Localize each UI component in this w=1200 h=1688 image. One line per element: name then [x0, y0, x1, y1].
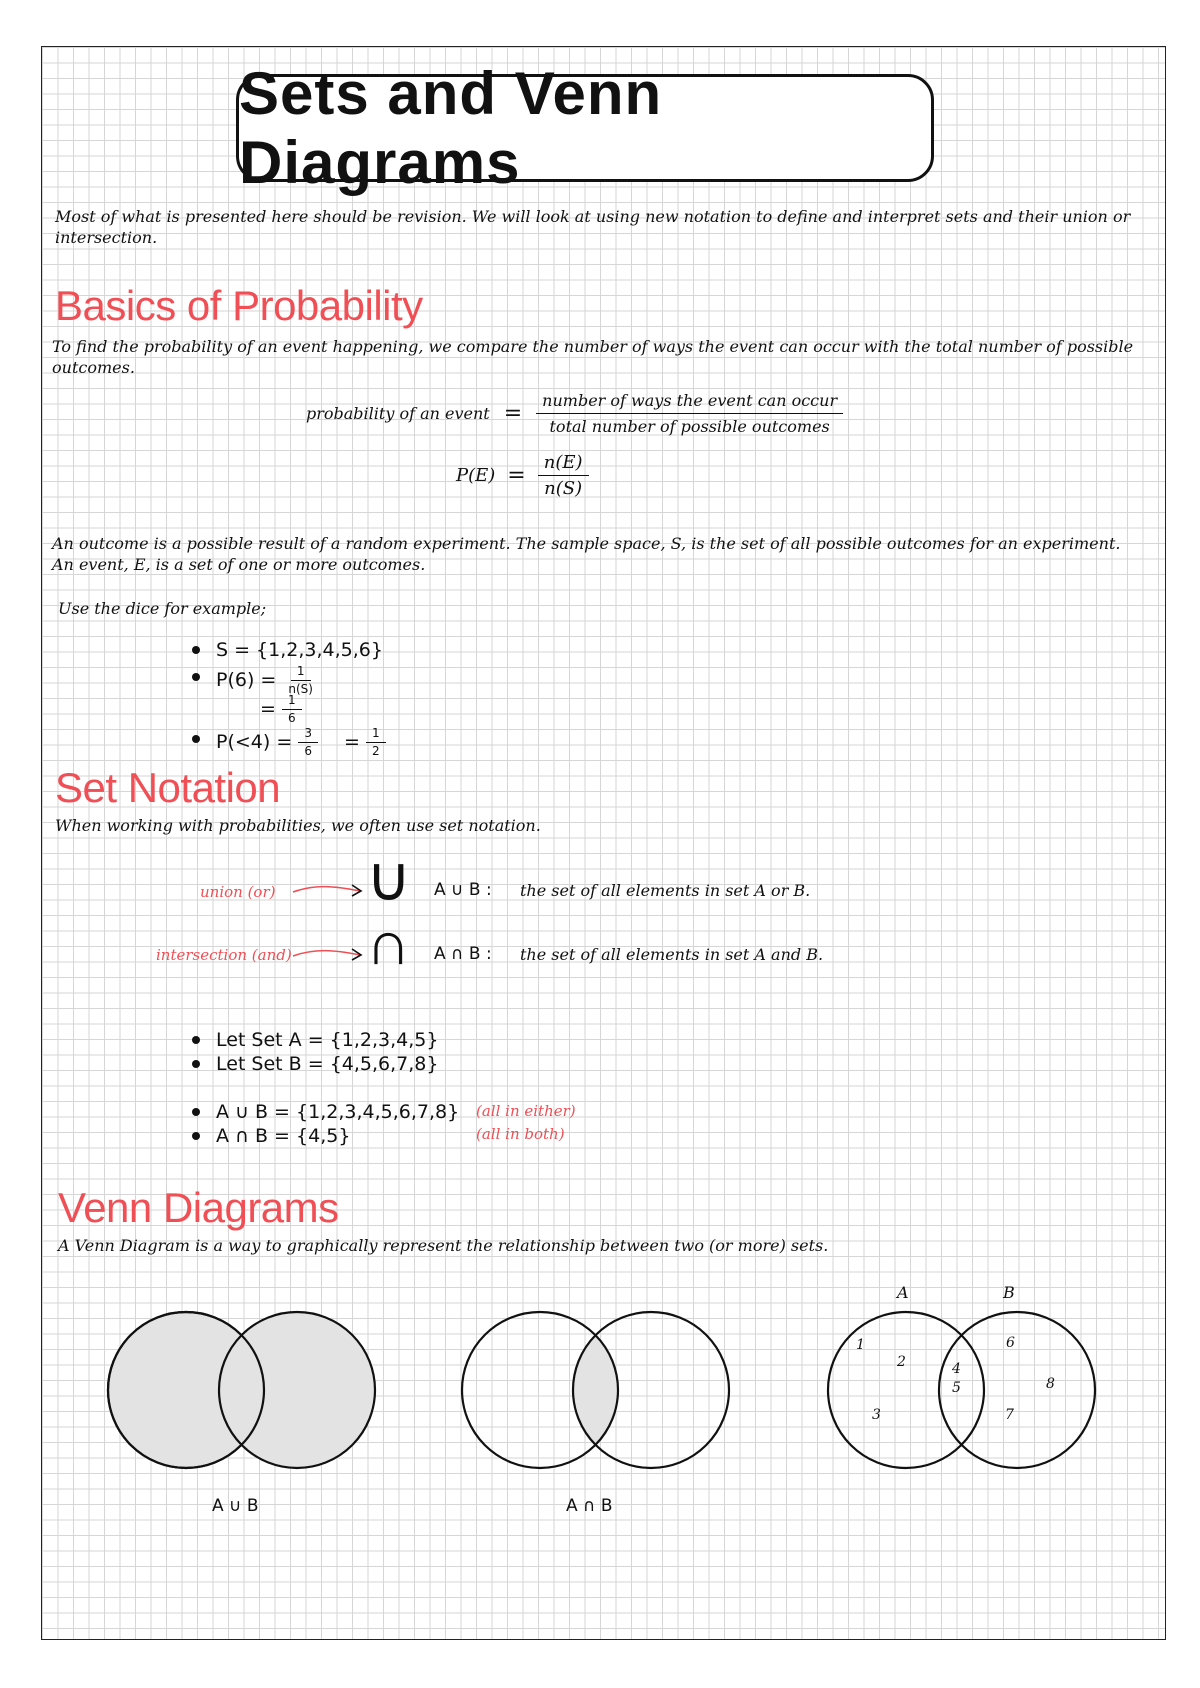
venn-element: 6: [1006, 1335, 1015, 1351]
venn-intersection-caption: A ∩ B: [566, 1496, 613, 1516]
plt4-fraction-2: [366, 727, 386, 758]
plt4-fraction: [298, 727, 318, 758]
intersection-arrow-icon: [290, 944, 365, 966]
set-definitions-list: [190, 1028, 438, 1076]
p6-fraction-2: [282, 694, 302, 725]
p6-numerator: 1: [291, 665, 311, 681]
intersection-symbol: ∩: [366, 906, 411, 979]
pe-formula: [456, 452, 589, 499]
pe-denominator: n(S): [544, 478, 583, 499]
set-b-definition: Let Set B = {4,5,6,7,8}: [216, 1053, 439, 1075]
venn-element: 4: [952, 1361, 961, 1377]
p6-numerator-2: 1: [282, 694, 302, 710]
sample-space-expr: S = {1,2,3,4,5,6}: [216, 639, 383, 661]
plt4-eq: =: [344, 731, 360, 753]
venn-intro-text: A Venn Diagram is a way to graphically represent the relationship between two (or more) sets.: [58, 1236, 829, 1255]
union-note: (all in either): [476, 1102, 576, 1120]
pe-numerator: n(E): [538, 452, 589, 476]
venn-elements-set-b: [939, 1312, 1095, 1468]
venn-element: 8: [1046, 1376, 1055, 1392]
dice-example-list: [190, 638, 386, 758]
venn-elements-diagram: [820, 1296, 1120, 1482]
intersection-description: the set of all elements in set A and B.: [520, 945, 824, 964]
venn-union-caption: A ∪ B: [212, 1496, 259, 1516]
list-item: [190, 694, 386, 725]
venn-union-diagram: [100, 1300, 390, 1480]
plt4-denominator-2: 2: [371, 744, 380, 758]
union-result: A ∪ B = {1,2,3,4,5,6,7,8}: [216, 1101, 460, 1123]
plt4-numerator: 3: [298, 727, 318, 743]
venn-label-a: A: [897, 1283, 909, 1302]
p6-denominator: n(S): [288, 682, 313, 696]
venn-element: 7: [1005, 1407, 1014, 1423]
set-results-list: [190, 1100, 459, 1148]
p6-fraction: [282, 665, 319, 696]
venn-intersection-diagram: [454, 1300, 744, 1480]
union-expr: A ∪ B :: [434, 880, 492, 900]
list-item: [190, 665, 386, 696]
list-item: [190, 727, 386, 758]
example-intro: Use the dice for example;: [58, 599, 267, 618]
page-title: Sets and Venn Diagrams: [239, 60, 663, 196]
intersection-label: intersection (and): [156, 946, 292, 964]
list-item: [190, 1028, 438, 1052]
heading-set-notation: Set Notation: [55, 764, 281, 811]
heading-basics-of-probability: Basics of Probability: [55, 282, 423, 329]
venn-label-b: B: [1003, 1283, 1015, 1302]
pe-fraction: [538, 452, 589, 499]
list-item: [190, 1124, 459, 1148]
union-description: the set of all elements in set A or B.: [520, 881, 811, 900]
intro-paragraph: Most of what is presented here should be revision. We will look at using new notation to define and interpret sets and their union or intersection.: [55, 207, 1131, 247]
set-a-definition: Let Set A = {1,2,3,4,5}: [216, 1029, 439, 1051]
formula-equals: =: [503, 401, 523, 426]
list-item: [190, 638, 386, 662]
list-item: [190, 1100, 459, 1124]
p6-lhs: P(6) =: [216, 669, 277, 691]
intersection-result: A ∩ B = {4,5}: [216, 1125, 351, 1147]
probability-formula: [306, 390, 843, 437]
formula-lhs: probability of an event: [306, 404, 490, 423]
pe-equals: =: [507, 463, 526, 488]
union-symbol: ∪: [366, 842, 412, 915]
p6-denominator-2: 6: [287, 711, 296, 725]
set-notation-text: When working with probabilities, we often use set notation.: [55, 816, 541, 835]
list-item: [190, 1052, 438, 1076]
formula-numerator: number of ways the event can occur: [536, 390, 843, 414]
intersection-expr: A ∩ B :: [434, 944, 492, 964]
plt4-numerator-2: 1: [366, 727, 386, 743]
p6-eq2: =: [260, 698, 276, 720]
venn-element: 5: [952, 1380, 961, 1396]
outcome-paragraph: An outcome is a possible result of a random experiment. The sample space, S, is the set of all possible outcomes for an experiment. An event, E, is a set of one or more outcomes.: [52, 534, 1121, 574]
venn-element: 3: [872, 1407, 881, 1423]
pe-lhs: P(E): [456, 465, 496, 486]
formula-denominator: total number of possible outcomes: [549, 417, 830, 436]
intersection-note: (all in both): [476, 1125, 565, 1143]
plt4-lhs: P(<4) =: [216, 731, 293, 753]
probability-intro-text: To find the probability of an event happening, we compare the number of ways the event can occur with the total number of possible outcomes.: [52, 337, 1134, 377]
union-arrow-icon: [290, 880, 365, 902]
venn-element: 2: [897, 1354, 906, 1370]
union-label: union (or): [200, 883, 276, 901]
title-box: [236, 60, 934, 196]
heading-venn-diagrams: Venn Diagrams: [58, 1184, 339, 1231]
venn-element: 1: [856, 1337, 865, 1353]
formula-fraction: [536, 390, 843, 437]
plt4-denominator: 6: [304, 744, 312, 758]
